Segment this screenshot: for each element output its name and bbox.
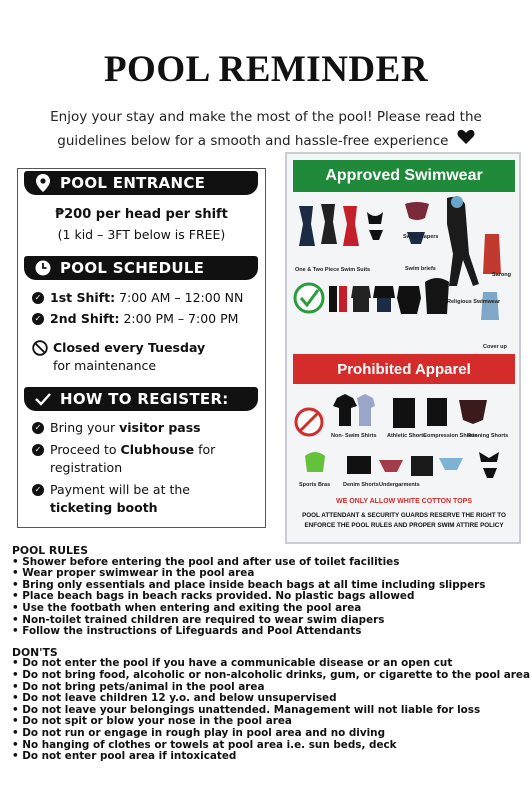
shift-2-label: 2nd Shift: [50,311,120,326]
step-2-text-end: for [194,442,216,457]
pool-entrance-title: POOL ENTRANCE [60,174,206,192]
closed-note: for maintenance [53,358,157,373]
step-1-text: Bring your [50,420,120,435]
checkmark-icon [32,388,54,410]
how-to-register-title: HOW TO REGISTER: [60,390,229,408]
schedule-shift-2 [32,310,238,328]
shift-2-time: 2:00 PM – 7:00 PM [123,311,239,326]
caption-running-shorts: Running Shorts [467,433,509,439]
intro-text [40,106,492,153]
list-item: • Non-toilet trained children are required to wear swim diapers [12,615,527,627]
step-3-bold: ticketing booth [50,500,158,515]
register-step-2 [32,441,215,477]
info-panel [17,168,266,528]
intro-message: Enjoy your stay and make the most of the pool! Please read the guidelines below for a smooth and hassle-free experience [50,109,482,149]
check-circle-icon: ✓ [32,484,44,496]
pool-rules-list [12,557,527,638]
entrance-price: ₱200 per head per shift [55,207,228,222]
security-note-line-2: ENFORCE THE POOL RULES AND PROPER SWIM ATTIRE POLICY [304,522,504,529]
list-item: • Do not bring pets/animal in the pool area [12,682,527,694]
how-to-register-header [24,387,258,411]
no-entry-icon [32,340,48,361]
donts-heading: DON'TS [12,645,58,659]
clock-icon [32,257,54,279]
pool-schedule-header [24,256,258,280]
caption-swim-diapers: Swim diapers [403,234,439,240]
step-2-text-line2: registration [50,460,123,475]
rules-section [12,544,530,763]
white-tops-note: WE ONLY ALLOW WHITE COTTON TOPS [336,498,472,505]
approved-swimwear-banner: Approved Swimwear [293,160,515,192]
list-item: • Follow the instructions of Lifeguards and Pool Attendants [12,626,527,638]
list-item: • Do not enter pool area if intoxicated [12,751,527,763]
pool-rules-heading: POOL RULES [12,544,89,557]
security-note-line-1: POOL ATTENDANT & SECURITY GUARDS RESERVE THE RIGHT TO [302,512,506,519]
register-step-3 [32,481,190,517]
caption-sports-bras: Sports Bras [299,482,331,488]
caption-sarong: Sarong [492,272,511,278]
check-circle-icon: ✓ [32,444,44,456]
caption-denim-shorts: Denim Shorts [343,482,379,488]
check-circle-icon: ✓ [32,422,44,434]
swimwear-poster [285,152,521,544]
list-item: • Place beach bags in beach racks provided. No plastic bags allowed [12,591,527,603]
list-item: • Do not leave children 12 y.o. and below unsupervised [12,693,527,705]
list-item: • Do not leave your belongings unattended. Management will not liable for loss [12,705,527,717]
black-heart-icon [457,129,475,153]
closed-day: Closed every Tuesday [53,340,206,355]
list-item: • Use the footbath when entering and exiting the pool area [12,603,527,615]
schedule-closed [32,339,205,375]
pool-entrance-header [24,171,258,195]
location-pin-icon [32,172,54,194]
caption-undergarments: Undergarments [379,482,420,488]
schedule-shift-1 [32,289,243,307]
donts-list [12,657,530,763]
approved-swimwear-illustration [287,194,519,354]
caption-swim-briefs: Swim briefs [405,266,436,272]
shift-1-label: 1st Shift: [50,290,116,305]
caption-one-two-piece: One & Two Piece Swim Suits [295,267,371,273]
step-2-text: Proceed to [50,442,121,457]
caption-athletic-shorts: Athletic Shorts [387,433,427,439]
step-3-text: Payment will be at the [50,482,190,497]
check-circle-icon: ✓ [32,292,44,304]
list-item: • Do not bring food, alcoholic or non-alcoholic drinks, gum, or cigarette to the pool area [12,670,527,682]
step-1-bold: visitor pass [119,420,201,435]
caption-compression-shorts: Compression Shorts [423,433,478,439]
prohibited-apparel-banner: Prohibited Apparel [293,354,515,384]
entrance-kid-note: (1 kid – 3FT below is FREE) [57,227,226,242]
register-step-1 [32,419,201,437]
list-item: • Do not enter the pool if you have a communicable disease or an open cut [12,658,527,670]
list-item: • Shower before entering the pool and after use of toilet facilities [12,557,527,569]
list-item: • Do not spit or blow your nose in the pool area [12,716,527,728]
step-2-bold: Clubhouse [120,442,195,457]
caption-cover-up: Cover up [483,344,507,350]
shift-1-time: 7:00 AM – 12:00 NN [119,290,244,305]
caption-non-swim-shirts: Non- Swim Shirts [331,433,377,439]
list-item: • Bring only essentials and place inside beach bags at all time including slippers [12,580,527,592]
list-item: • No hanging of clothes or towels at pool area i.e. sun beds, deck [12,740,527,752]
page-title: POOL REMINDER [103,49,429,90]
list-item: • Wear proper swimwear in the pool area [12,568,527,580]
caption-religious-swimwear: Religious Swimwear [447,299,501,305]
list-item: • Do not run or engage in rough play in pool area and no diving [12,728,527,740]
check-circle-icon: ✓ [32,313,44,325]
pool-schedule-title: POOL SCHEDULE [60,259,205,277]
